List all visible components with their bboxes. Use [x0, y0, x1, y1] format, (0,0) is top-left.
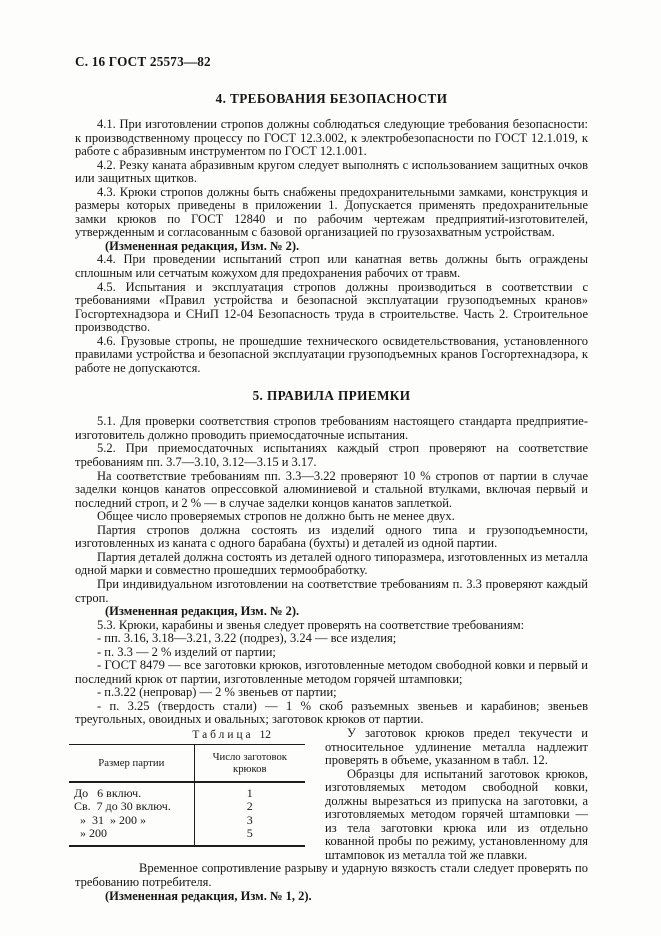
batch-size-value: » 200 [69, 827, 194, 846]
paragraph-5-2b: Общее число проверяемых стропов не должно быть не менее двух. [97, 509, 455, 524]
closing-paragraph: Временное сопротивление разрыву и ударную вязкость стали следует проверять по требованию потребителя. [75, 861, 588, 889]
paragraph-4-1: 4.1. При изготовлении стропов должны соблюдаться следующие требования безопасности: к производственному процессу по ГОСТ 12.3.002, к электробезопасности по ГОСТ 12.1.019, к работе с абразивным инструментом по ГОСТ 12.1.001. [75, 117, 588, 159]
paragraph-5-3: 5.3. Крюки, карабины и звенья следует проверять на соответствие требованиям: [97, 617, 525, 632]
list-item-2: - п. 3.3 — 2 % изделий от партии; [97, 644, 276, 659]
table-12-caption [69, 729, 305, 741]
column-header-batch-size: Размер партии [69, 744, 194, 782]
table-header-row [69, 744, 305, 782]
batch-size-value: » 31 » 200 » [69, 814, 194, 827]
table-caption-word: Таблица [192, 728, 254, 741]
paragraph-5-2a: На соответствие требованиям пп. 3.3—3.22 проверяют 10 % стропов от партии в случае заделки концов канатов опрессовкой алюминиевой и стальной втулками, включая первый и последний строп, и 2 % — в случае заделки концов канатов заплеткой. [75, 468, 588, 510]
paragraph-4-5: 4.5. Испытания и эксплуатация стропов должны производиться в соответствии с требованиями «Правил устройства и безопасной эксплуатации грузоподъемных кранов» Госгортехнадзора и СНиП 12-04 Безопасность труда в строительстве. Часть 2. Строительное производство. [75, 279, 588, 335]
page-header: С. 16 ГОСТ 25573—82 [75, 54, 211, 69]
paragraph-4-3: 4.3. Крюки стропов должны быть снабжены предохранительными замками, конструкция и размеры которых приведены в приложении 1. Допускается применять предохранительные замки крюков по ГОСТ 12840 и по рабочим чертежам предприятий-изготовителей, утвержденным и согласованным с базовой организацией по грузозахватным устройствам. [75, 184, 588, 240]
hook-count-value: 5 [246, 825, 253, 840]
paragraph-5-2c: Партия стропов должна состоять из изделий одного типа и грузоподъемности, изготовленных из каната с одного барабана (бухты) и деталей из одной партии. [75, 522, 588, 551]
paragraph-5-2e: При индивидуальном изготовлении на соответствие требованиям п. 3.3 проверяют каждый строп. [75, 576, 588, 605]
section-4-heading: 4. ТРЕБОВАНИЯ БЕЗОПАСНОСТИ [215, 91, 448, 106]
paragraph-4-4: 4.4. При проведении испытаний строп или канатная ветвь должны быть ограждены сплошным или сетчатым кожухом для предохранения рабочих от травм. [75, 252, 588, 281]
paragraph-5-2d: Партия деталей должна состоять из деталей одного типоразмера, изготовленных из металла одной марки и совместно прошедших термообработку. [75, 549, 588, 578]
batch-size-value: До 6 включ. [69, 782, 194, 800]
section-5-heading: 5. ПРАВИЛА ПРИЕМКИ [252, 388, 411, 404]
list-item-5: - п. 3.25 (твердость стали) — 1 % скоб разъемных звеньев и карабинов; звеньев треугольных, овоидных и овальных; заготовок крюков от партии. [75, 698, 588, 727]
hook-count-value: 3 [246, 812, 253, 827]
batch-size-value: Св. 7 до 30 включ. [69, 800, 194, 813]
wrap-paragraph-1: У заготовок крюков предел текучести и относительное удлинение металла надлежит проверять в объеме, указанном в табл. 12. [325, 725, 588, 768]
wrap-paragraph-2: Образцы для испытаний заготовок крюков, изготовляемых методом свободной ковки, должны вырезаться из припуска на заготовки, а изготовляемых методом горячей штамповки — из тела заготовки крюка или из отдельно кованной пробы по режиму, установленному для штамповок из металла той же плавки. [325, 766, 588, 862]
revision-note-2: (Измененная редакция, Изм. № 2). [105, 604, 300, 619]
revision-note-1: (Измененная редакция, Изм. № 2). [105, 238, 300, 253]
revision-note-3: (Измененная редакция, Изм. № 1, 2). [105, 888, 312, 903]
hook-count-value: 1 [246, 785, 253, 800]
table-row [69, 827, 305, 846]
table-row [69, 782, 305, 800]
paragraph-4-6: 4.6. Грузовые стропы, не прошедшие технического освидетельствования, установленного правилами устройства и безопасной эксплуатации грузоподъемных кранов Госгортехнадзора, к работе не допускаются. [75, 333, 588, 375]
column-header-hook-blanks: Число заготовок крюков [194, 744, 305, 782]
batch-size-table [69, 744, 305, 847]
list-item-1: - пп. 3.16, 3.18—3.21, 3.22 (подрез), 3.24 — все изделия; [97, 631, 397, 646]
paragraph-5-2: 5.2. При приемосдаточных испытаниях каждый строп проверяют на соответствие требованиям пп. 3.7—3.10, 3.12—3.15 и 3.17. [75, 441, 588, 470]
paragraph-4-2: 4.2. Резку каната абразивным кругом следует выполнять с использованием защитных очков или защитных щитков. [75, 157, 588, 186]
paragraph-5-1: 5.1. Для проверки соответствия стропов требованиям настоящего стандарта предприятие-изготовитель должно проводить приемосдаточные испытания. [75, 414, 588, 442]
list-item-4: - п.3.22 (непровар) — 2 % звеньев от партии; [97, 685, 337, 700]
table-12-block [69, 729, 305, 847]
table-caption-number: 12 [259, 728, 271, 741]
table-row [69, 800, 305, 813]
table-row [69, 814, 305, 827]
list-item-3: - ГОСТ 8479 — все заготовки крюков, изготовленные методом свободной ковки и первый и последний крюк от партии, изготовленные методом горячей штамповки; [75, 658, 588, 686]
hook-count-value: 2 [246, 799, 253, 814]
